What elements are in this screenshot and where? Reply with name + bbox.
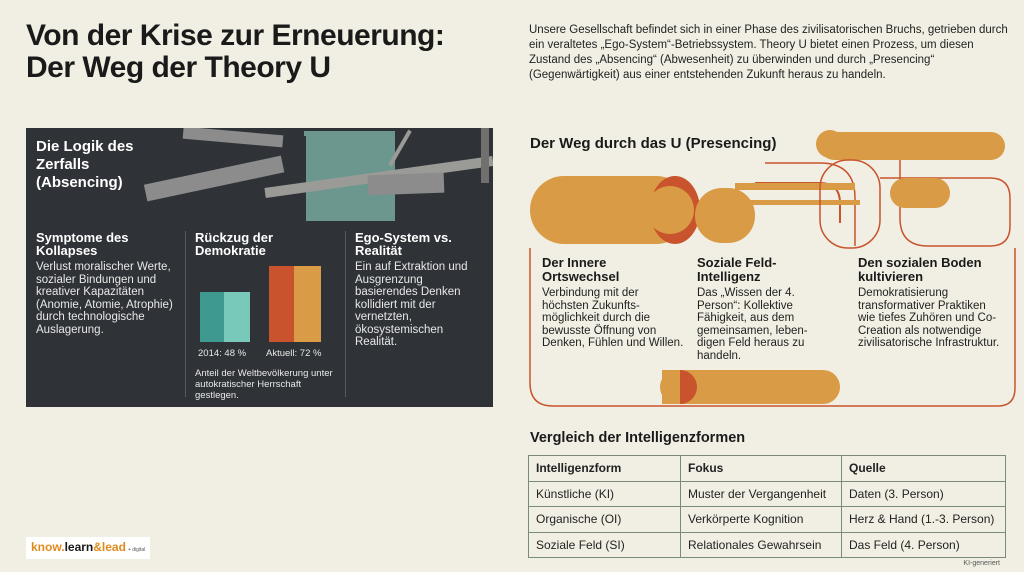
social-soil-heading: Den sozialen Boden kultivieren <box>858 255 982 284</box>
table-cell: Relationales Gewahrsein <box>681 532 842 558</box>
inner-shift-heading: Der Innere Ortswechsel <box>542 255 620 284</box>
ai-generated-note: KI-generiert <box>963 560 1000 567</box>
column-divider <box>185 231 186 397</box>
symptoms-heading: Symptome des Kollapses <box>36 230 129 258</box>
column-header: Fokus <box>681 456 842 482</box>
absencing-heading: Die Logik des Zerfalls (Absencing) <box>36 138 134 191</box>
bar-label-2014: 2014: 48 % <box>198 348 247 359</box>
symptoms-text: Verlust moralischer Werte, sozialer Bindungen und kreativer Kapazitäten (Anomie, Atomie, Atrophie) durch technologische Auslagerung. <box>36 261 173 336</box>
table-row <box>529 507 1006 533</box>
ego-system-heading: Ego-System vs. Realität <box>355 230 452 258</box>
column-divider <box>345 231 346 397</box>
social-field-text: Das „Wissen der 4. Person“: Kollektive Fähigkeit, aus dem gemeinsamen, leben-digen Feld heraus zu handeln. <box>697 287 808 362</box>
table-row <box>529 532 1006 558</box>
bar-2014-right <box>224 292 250 342</box>
bar-label-current: Aktuell: 72 % <box>266 348 322 359</box>
ego-system-text: Ein auf Extraktion und Ausgrenzung basierendes Denken kollidiert mit der vernetzten, ökosystemischen Realität. <box>355 261 468 348</box>
social-field-heading: Soziale Feld-Intelligenz <box>697 255 777 284</box>
bar-current-left <box>269 266 294 342</box>
inner-shift-text: Verbindung mit der höchsten Zukunfts-möglichkeit durch die bewusste Öffnung von Denken, Fühlen und Willen. <box>542 287 684 349</box>
page-title-line2: Der Weg der Theory U <box>26 51 331 84</box>
intro-text: Unsere Gesellschaft befindet sich in einer Phase des zivilisatorischen Bruchs, getrieben durch ein veraltetes „Ego-System“-Betriebssystem. Theory U bietet einen Prozess, um diesen Zustand des „Absencing“ (Abwesenheit) zu überwinden und durch „Presencing“ (Gegenwärtigkeit) aus einer entstehenden Zukunft heraus zu handeln. <box>529 24 1008 81</box>
column-header: Intelligenzform <box>529 456 681 482</box>
table-cell: Verkörperte Kognition <box>681 507 842 533</box>
table-cell: Künstliche (KI) <box>529 481 681 507</box>
comparison-table <box>528 455 1006 558</box>
brand-logo <box>26 537 150 559</box>
table-cell: Soziale Feld (SI) <box>529 532 681 558</box>
social-soil-text: Demokratisierung transformativer Praktiken wie tiefes Zuhören und Co-Creation als notwendige zivilisatorische Infrastruktur. <box>858 287 1000 349</box>
comparison-heading: Vergleich der Intelligenzformen <box>530 430 746 446</box>
table-cell: Daten (3. Person) <box>842 481 1006 507</box>
page-title-line1: Von der Krise zur Erneuerung: <box>26 19 445 52</box>
absencing-panel <box>26 128 493 407</box>
bar-2014-left <box>200 292 224 342</box>
table-cell: Herz & Hand (1.-3. Person) <box>842 507 1006 533</box>
bar-current-right <box>294 266 321 342</box>
logo-part-know: know. <box>31 540 65 554</box>
democracy-heading: Rückzug der Demokratie <box>195 230 274 258</box>
table-header-row <box>529 456 1006 482</box>
logo-part-lead: &lead <box>93 540 126 554</box>
table-row <box>529 481 1006 507</box>
table-cell: Das Feld (4. Person) <box>842 532 1006 558</box>
table-cell: Organische (OI) <box>529 507 681 533</box>
table-cell: Muster der Vergangenheit <box>681 481 842 507</box>
column-header: Quelle <box>842 456 1006 482</box>
logo-part-learn: learn <box>64 540 94 554</box>
page-title <box>26 20 444 84</box>
logo-sub: + digital <box>127 547 146 553</box>
democracy-caption: Anteil der Weltbevölkerung unter autokratischer Herrschaft gestlegen. <box>195 368 333 401</box>
presencing-heading: Der Weg durch das U (Presencing) <box>530 135 777 152</box>
